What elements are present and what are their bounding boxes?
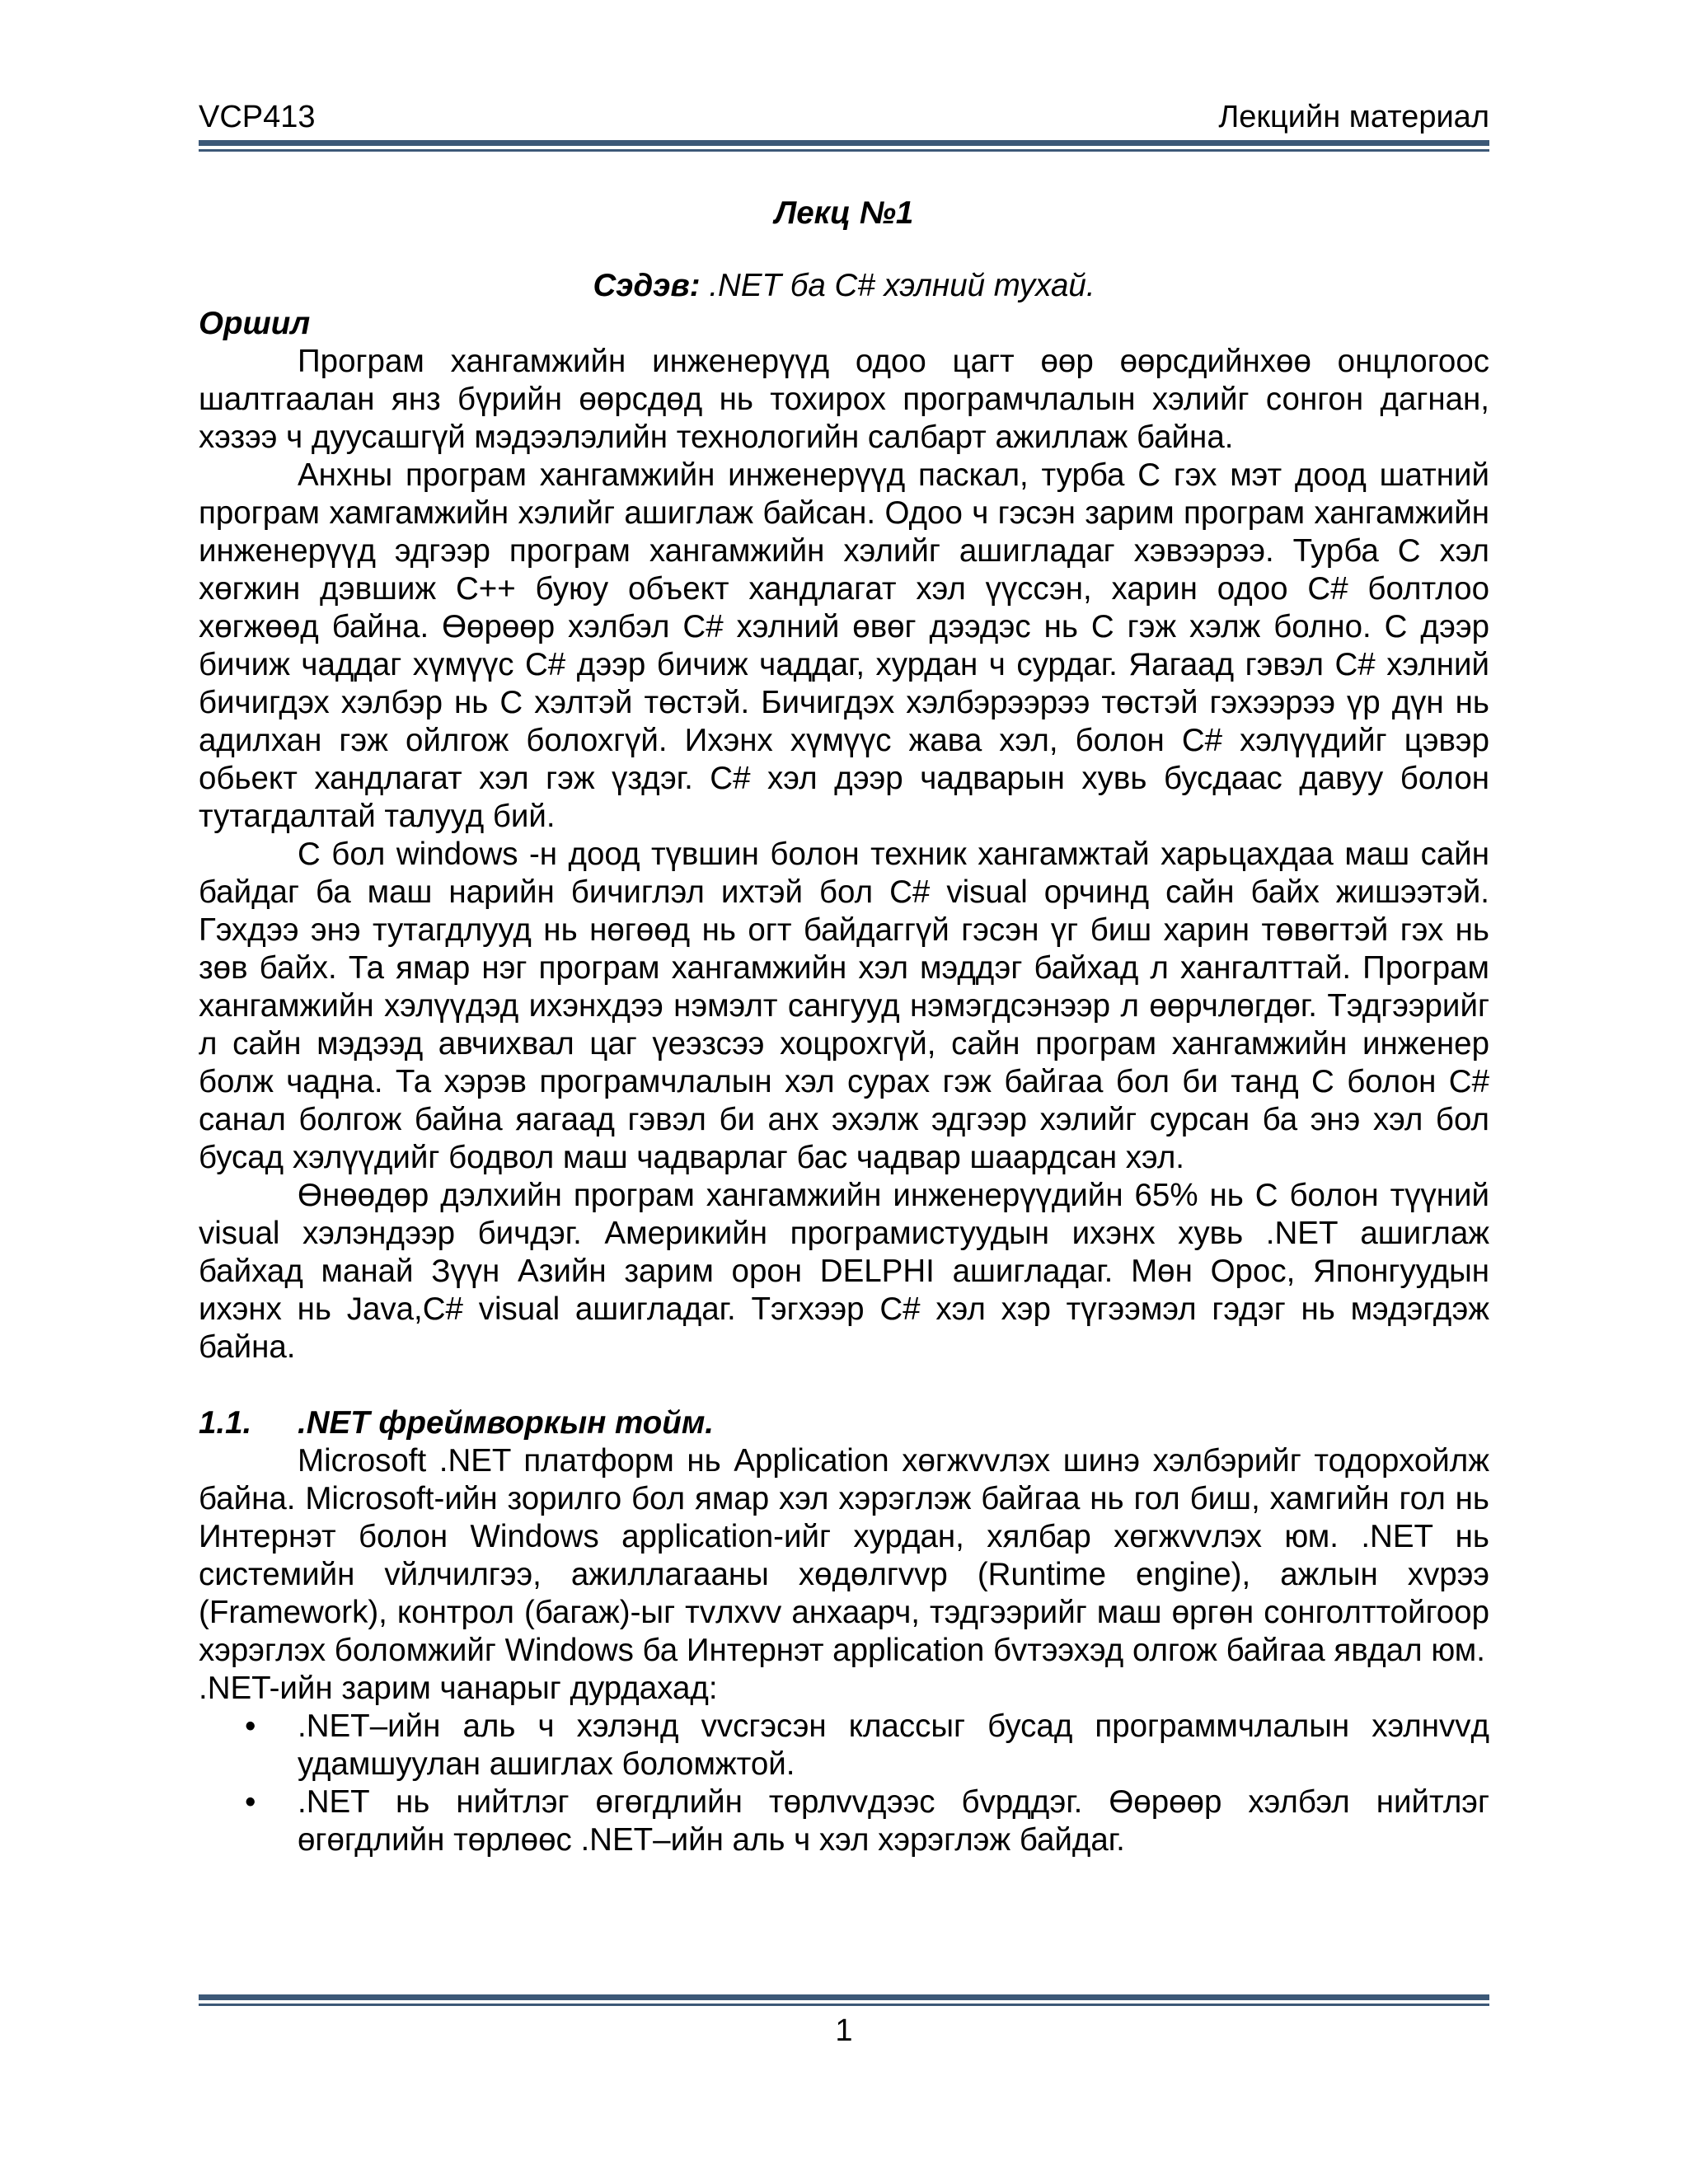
list-item-text: .NET нь нийтлэг өгөгдлийн төрлvvдээс бvрддэг. Өөрөөр хэлбэл нийтлэг өгөгдлийн төрлөөс .NET–ийн аль ч хэл хэрэглэж байдаг. <box>298 1784 1489 1858</box>
bullet-icon: • <box>245 1708 256 1744</box>
list-intro: .NET-ийн зарим чанарыг дурдахад: <box>199 1671 718 1706</box>
section-title: .NET фреймворкын тойм. <box>298 1405 714 1441</box>
section-heading <box>199 1404 1489 1442</box>
list-item-text: .NET–ийн аль ч хэлэнд vvсгэсэн классыг бусад программчлалын хэлнvvд удамшуулан ашиглах боломжтой. <box>298 1708 1489 1782</box>
list-item <box>199 1783 1489 1859</box>
topic-text: .NET ба C# хэлний тухай. <box>700 268 1095 303</box>
intro-paragraph-2: Анхны програм хангамжийн инженерүүд паскал, турба С гэх мэт доод шатний програм хамгамжийн хэлийг ашиглаж байсан. Одоо ч гэсэн зарим програм хангамжийн инженерүүд эдгээр програм хангамжийн хэлийг ашигладаг хэвээрээ. Турба С хэл хөгжин дэвшиж C++ буюу объект хандлагат хэл үүссэн, харин одоо C# болтлоо хөгжөөд байна. Өөрөөр хэлбэл C# хэлний өвөг дээдэс нь С гэж хэлж болно. С дээр бичиж чаддаг хүмүүс C# дээр бичиж чаддаг, хурдан ч сурдаг. Яагаад гэвэл C# хэлний бичигдэх хэлбэр нь С хэлтэй төстэй. Бичигдэх хэлбэрээрээ төстэй гэхээрээ үр дүн нь адилхан гэж ойлгож болохгүй. Ихэнх хүмүүс жава хэл, болон C# хэлүүдийг цэвэр обьект хандлагат хэл гэж үздэг. C# хэл дээр чадварын хувь бусдаас давуу болон тутагдалтай талууд бий. <box>199 457 1489 834</box>
section-paragraph: Microsoft .NET платформ нь Application хөгжvvлэх шинэ хэлбэрийг тодорхойлж байна. Microsoft-ийн зорилго бол ямар хэл хэрэглэж байгаа нь гол биш, хамгийн гол нь Интернэт болон Windows application-ийг хурдан, хялбар хөгжvvлэх юм. .NET нь системийн vйлчилгээ, ажиллагааны хөдөлгvvр (Runtime engine), ажлын хvрээ (Framework), контрол (багаж)-ыг тvлхvv анхаарч, тэдгээрийг маш өргөн сонголттойгоор хэрэглэх боломжийг Windows ба Интернэт application бvтээхэд олгож байгаа явдал юм. <box>199 1443 1489 1668</box>
lecture-topic <box>199 267 1489 305</box>
course-code: VCP413 <box>199 100 316 134</box>
page-header <box>199 97 1489 137</box>
header-title: Лекцийн материал <box>1218 100 1489 134</box>
bullet-icon: • <box>245 1784 256 1820</box>
footer-rule <box>199 1994 1489 2006</box>
intro-paragraph-3: С бол windows -н доод түвшин болон техник хангамжтай харьцахдаа маш сайн байдаг ба маш нарийн бичиглэл ихтэй бол C# visual орчинд сайн байх жишээтэй. Гэхдээ энэ тутагдлууд нь нөгөөд нь огт байдаггүй гэсэн үг биш харин төвөгтэй гэх нь зөв байх. Та ямар нэг програм хангамжийн хэл мэддэг байхад л хангалттай. Програм хангамжийн хэлүүдэд ихэнхдээ нэмэлт сангууд нэмэгдсэнээр л өөрчлөгдөг. Тэдгээрийг л сайн мэдээд авчихвал цаг үеэзсээ хоцрохгүй, сайн програм хангамжийн инженер болж чадна. Та хэрэв програмчлалын хэл сурах гэж байгаа бол би танд С болон C# санал болгож байна яагаад гэвэл би анх эхэлж эдгээр хэлийг сурсан ба энэ хэл бол бусад хэлүүдийг бодвол маш чадварлаг бас чадвар шаардсан хэл. <box>199 837 1489 1175</box>
intro-heading: Оршил <box>199 306 311 341</box>
list-item <box>199 1708 1489 1783</box>
intro-paragraph-4: Өнөөдөр дэлхийн програм хангамжийн инженерүүдийн 65% нь С болон түүний visual хэлэндээр бичдэг. Америкийн програмистуудын ихэнх хувь .NET ашиглаж байхад манай Зүүн Азийн зарим орон DELPHI ашигладаг. Мөн Орос, Японгуудын ихэнх нь Java,C# visual ашигладаг. Тэгхээр C# хэл хэр түгээмэл гэдэг нь мэдэгдэж байна. <box>199 1178 1489 1365</box>
section-number: 1.1. <box>199 1405 252 1441</box>
lecture-title: Лекц №1 <box>774 195 914 231</box>
feature-list <box>199 1708 1489 1859</box>
topic-label: Сэдэв: <box>593 268 701 303</box>
page-body <box>199 194 1489 1859</box>
header-rule <box>199 140 1489 152</box>
page-number: 1 <box>835 2013 853 2048</box>
intro-paragraph-1: Програм хангамжийн инженерүүд одоо цагт өөр өөрсдийнхөө онцлогоос шалтгаалан янз бүрийн өөрсдөд нь тохирох програмчлалын хэлийг сонгон дагнан, хэзээ ч дуусашгүй мэдээлэлийн технологийн салбарт ажиллаж байна. <box>199 344 1489 455</box>
